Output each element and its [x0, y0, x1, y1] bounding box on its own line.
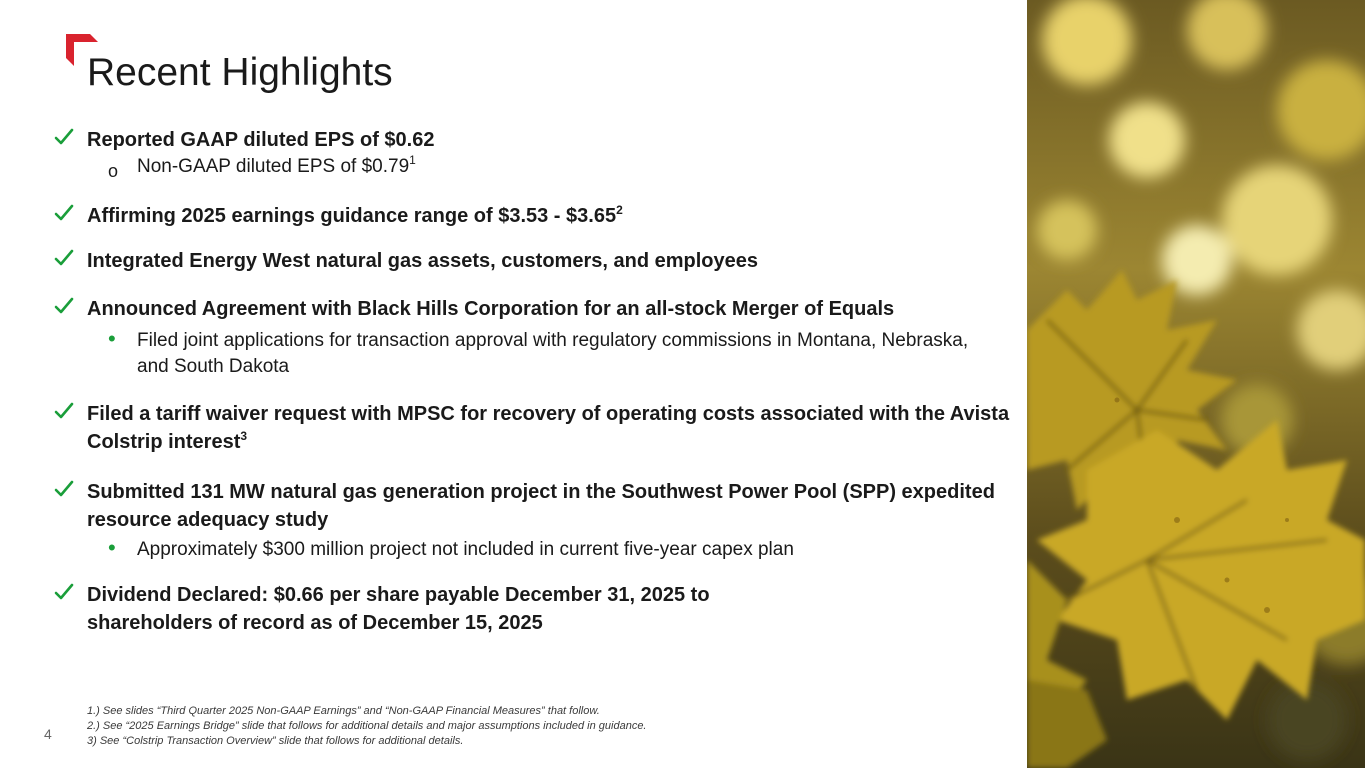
green-dot-bullet: • — [108, 535, 116, 560]
checkmark-icon — [53, 478, 75, 500]
highlight-subitem: Approximately $300 million project not included in current five-year capex plan — [137, 539, 794, 560]
highlight-text: Affirming 2025 earnings guidance range of $3.53 - $3.65$^2$ — [87, 203, 623, 227]
leaves-image — [1027, 0, 1365, 768]
green-dot-bullet: • — [108, 326, 116, 351]
checkmark-icon — [53, 400, 75, 422]
highlight-text: Reported GAAP diluted EPS of $0.62 — [87, 129, 435, 151]
highlight-text: Integrated Energy West natural gas assets, customers, and employees — [87, 250, 758, 272]
highlight-text: Dividend Declared: $0.66 per share payable December 31, 2025 to shareholders of record as of December 15, 2025 — [87, 584, 710, 634]
highlight-text: Filed a tariff waiver request with MPSC for recovery of operating costs associated with the Avista Colstrip interest$^3$ — [87, 403, 1010, 453]
checkmark-icon — [53, 295, 75, 317]
footnotes — [87, 704, 987, 749]
highlight-subitem: Non-GAAP diluted EPS of $0.79$^1$ — [137, 153, 416, 177]
checkmark-icon — [53, 581, 75, 603]
footnote: 2.) See “2025 Earnings Bridge” slide that follows for additional details and major assumptions included in guidance. — [87, 720, 647, 732]
checkmark-icon — [53, 202, 75, 224]
autumn-leaves-photo — [1027, 0, 1365, 768]
circle-bullet: o — [108, 161, 119, 181]
highlight-text: Submitted 131 MW natural gas generation project in the Southwest Power Pool (SPP) expedited resource adequacy study — [87, 481, 995, 531]
highlight-subitem: Filed joint applications for transaction approval with regulatory commissions in Montana, Nebraska, and South Dakota — [137, 330, 969, 377]
checkmark-icon — [53, 247, 75, 269]
page-title: Recent Highlights — [87, 51, 393, 94]
page-number: 4 — [44, 726, 52, 742]
footnote: 3) See “Colstrip Transaction Overview” slide that follows for additional details. — [87, 735, 464, 747]
checkmark-icon — [53, 126, 75, 148]
highlight-text: Announced Agreement with Black Hills Corporation for an all-stock Merger of Equals — [87, 298, 895, 320]
footnote: 1.) See slides “Third Quarter 2025 Non-GAAP Earnings” and “Non-GAAP Financial Measures” that follow. — [87, 705, 600, 717]
